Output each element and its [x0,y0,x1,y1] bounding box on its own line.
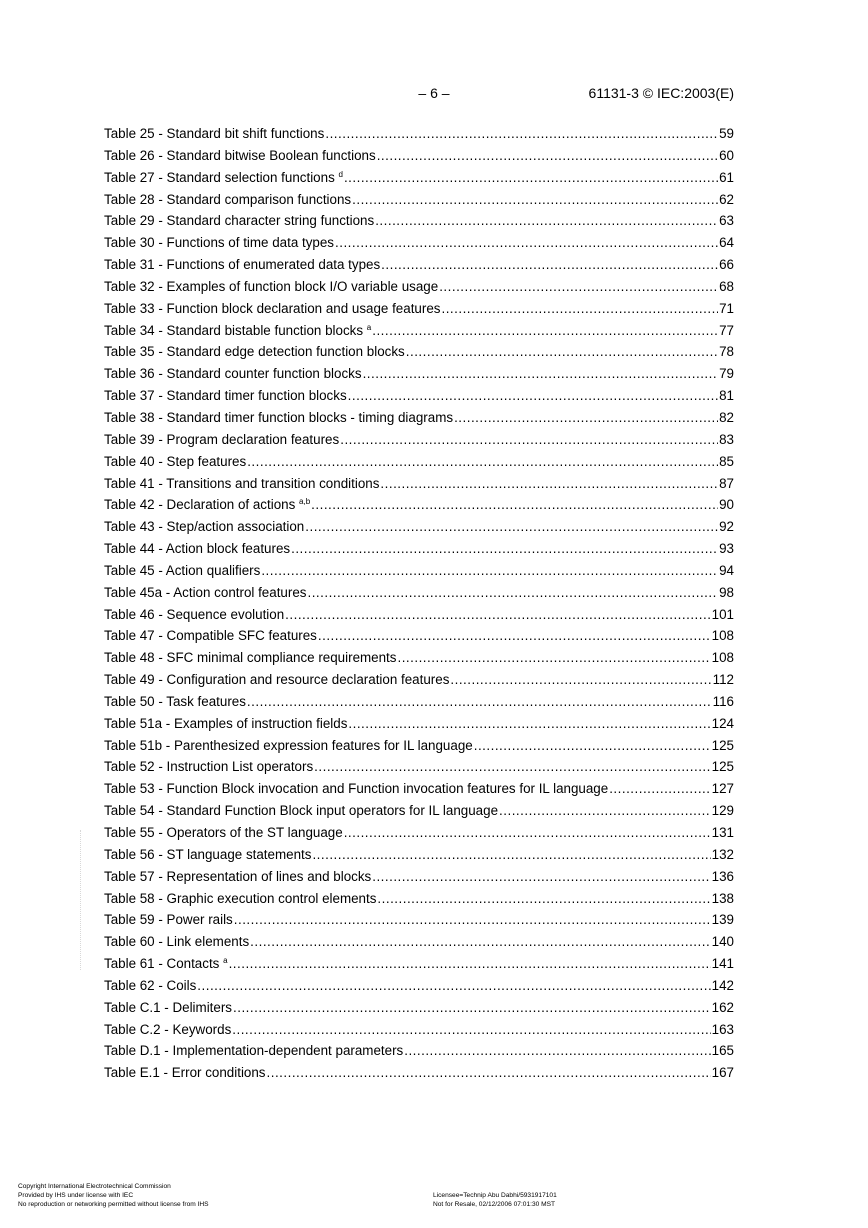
toc-entry-title [104,167,343,189]
toc-entry-title-text: Table 50 - Task features [104,693,246,709]
toc-entry-page: 63 [719,213,734,229]
toc-entry-page: 83 [719,431,734,447]
toc-dot-leader [454,407,718,429]
toc-entry-title [104,909,233,931]
toc-dot-leader [499,800,711,822]
toc-entry[interactable] [104,232,734,254]
toc-entry[interactable] [104,800,734,822]
toc-entry-title-text: Table 31 - Functions of enumerated data types [104,257,381,273]
toc-entry-title-text: Table 43 - Step/action association [104,519,305,535]
toc-entry-page: 82 [719,409,734,425]
footer-copyright-line: No reproduction or networking permitted without license from IHS [18,1201,209,1208]
toc-dot-leader [375,210,718,232]
toc-entry-page: 129 [711,803,734,819]
toc-entry-title [104,800,498,822]
toc-entry-title-text: Table 42 - Declaration of actions [104,497,296,513]
toc-entry[interactable] [104,298,734,320]
toc-entry[interactable] [104,167,734,189]
toc-entry-page: 139 [711,912,734,928]
toc-dot-leader [348,713,710,735]
toc-entry[interactable] [104,516,734,538]
document-id: 61131-3 © IEC:2003(E) [588,85,734,101]
toc-entry-title-text: Table 29 - Standard character string functions [104,213,375,229]
toc-entry-title [104,1040,403,1062]
toc-entry-title [104,669,449,691]
toc-dot-leader [372,866,710,888]
toc-entry[interactable] [104,210,734,232]
toc-dot-leader [314,756,711,778]
toc-entry-page: 127 [711,781,734,797]
toc-dot-leader [348,385,718,407]
toc-dot-leader [450,669,711,691]
toc-entry-title-text: Table 34 - Standard bistable function blocks [104,322,364,338]
toc-entry-page: 132 [711,846,734,862]
toc-entry-page: 66 [719,257,734,273]
toc-entry-page: 116 [712,693,734,709]
toc-entry-title-text: Table 33 - Function block declaration and usage features [104,300,441,316]
toc-entry-title-text: Table 61 - Contacts [104,956,220,972]
footer-copyright-line: Provided by IHS under license with IEC [18,1192,134,1199]
toc-entry-title-text: Table 55 - Operators of the ST language [104,825,343,840]
toc-entry-title [104,494,310,516]
toc-entry-page: 140 [711,934,734,950]
toc-entry[interactable] [104,538,734,560]
toc-dot-leader [311,494,718,516]
toc-entry-page: 71 [719,300,734,316]
toc-entry-title [104,254,380,276]
toc-entry-title [104,953,228,975]
toc-entry-title-text: Table C.1 - Delimiters [104,999,232,1015]
toc-entry-footnote-mark: a [223,956,228,966]
toc-entry-title [104,975,196,997]
table-of-contents [104,123,734,1084]
toc-entry-title-text: Table 54 - Standard Function Block input operators for IL language [104,803,499,819]
toc-entry-title [104,320,371,342]
toc-entry-page: 131 [711,825,734,840]
toc-entry-title [104,407,453,429]
toc-entry-page: 98 [719,584,734,600]
toc-entry-title [104,1019,231,1041]
toc-entry-title-text: Table 52 - Instruction List operators [104,759,314,775]
toc-entry-title-text: Table 57 - Representation of lines and blocks [104,868,372,884]
toc-entry-page: 87 [719,475,734,491]
toc-dot-leader [404,1040,710,1062]
toc-entry-title-text: Table 45a - Action control features [104,584,307,600]
toc-entry-title-text: Table 37 - Standard timer function blocks [104,388,347,404]
toc-entry-title-text: Table 60 - Link elements [104,934,250,950]
toc-entry-footnote-mark: a [366,322,372,332]
toc-entry-page: 125 [711,737,734,753]
toc-entry[interactable] [104,341,734,363]
toc-entry-page: 90 [719,497,734,513]
toc-entry-title [104,189,351,211]
toc-entry-page: 124 [711,715,734,731]
toc-entry[interactable] [104,473,734,495]
toc-entry-page: 162 [711,999,734,1015]
toc-entry[interactable] [104,888,734,910]
toc-entry[interactable] [104,429,734,451]
footer-license [433,1191,557,1209]
toc-entry[interactable] [104,909,734,931]
toc-entry[interactable] [104,582,734,604]
toc-entry-title [104,822,343,844]
toc-entry-page: 163 [711,1021,734,1037]
toc-entry-title [104,866,371,888]
toc-entry-title [104,516,304,538]
toc-dot-leader [307,582,718,604]
toc-entry-page: 108 [711,650,734,666]
toc-entry-title [104,560,260,582]
toc-entry-title-text: Table 47 - Compatible SFC features [104,628,317,644]
toc-entry-title-text: Table D.1 - Implementation-dependent parameters [104,1043,404,1059]
toc-entry-title [104,276,438,298]
toc-dot-leader [377,145,718,167]
toc-entry-title-text: Table 25 - Standard bit shift functions [104,126,325,141]
toc-entry-title [104,1062,266,1084]
toc-entry[interactable] [104,451,734,473]
toc-entry-title-text: Table 44 - Action block features [104,541,291,557]
toc-entry-page: 141 [711,956,734,972]
toc-dot-leader [377,888,710,910]
toc-entry-title-text: Table 27 - Standard selection functions [104,169,335,185]
toc-entry-page: 167 [711,1065,734,1081]
toc-entry-title [104,210,374,232]
toc-entry-title [104,931,249,953]
toc-entry-title-text: Table 30 - Functions of time data types [104,235,334,251]
toc-entry-title-text: Table 59 - Power rails [104,912,233,928]
toc-entry-page: 79 [719,366,734,382]
toc-dot-leader [352,189,718,211]
toc-entry[interactable] [104,1062,734,1084]
toc-entry[interactable] [104,625,734,647]
toc-entry[interactable] [104,866,734,888]
toc-entry-title [104,145,376,167]
toc-dot-leader [344,167,718,189]
toc-entry[interactable] [104,975,734,997]
toc-entry-page: 138 [711,890,734,906]
toc-entry-page: 101 [711,606,734,622]
toc-dot-leader [232,1019,710,1041]
toc-dot-leader [340,429,718,451]
toc-entry[interactable] [104,363,734,385]
toc-entry-title [104,363,362,385]
toc-entry-title-text: Table 51a - Examples of instruction fields [104,715,348,731]
toc-entry[interactable] [104,822,734,844]
toc-entry-title [104,844,311,866]
toc-entry-title-text: Table 49 - Configuration and resource declaration features [104,672,450,688]
toc-entry[interactable] [104,123,734,145]
toc-entry[interactable] [104,560,734,582]
toc-entry-title [104,538,290,560]
toc-entry[interactable] [104,953,734,975]
toc-entry-title-text: Table E.1 - Error conditions [104,1065,266,1081]
toc-dot-leader [609,778,710,800]
toc-entry-title-text: Table 46 - Sequence evolution [104,606,285,622]
toc-dot-leader [318,625,711,647]
toc-entry-page: 125 [711,759,734,775]
toc-entry-page: 85 [719,453,734,469]
toc-dot-leader [344,822,711,844]
toc-entry-title-text: Table 38 - Standard timer function blocks - timing diagrams [104,409,454,425]
toc-entry[interactable] [104,254,734,276]
toc-entry-page: 81 [719,388,734,404]
toc-entry-title [104,582,306,604]
toc-dot-leader [267,1062,711,1084]
toc-entry[interactable] [104,320,734,342]
toc-entry-title [104,604,284,626]
toc-entry-title-text: Table 53 - Function Block invocation and Function invocation features for IL language [104,781,609,797]
toc-entry-title-text: Table 26 - Standard bitwise Boolean functions [104,147,376,163]
toc-entry-title [104,713,347,735]
footer-license-line: Not for Resale, 02/12/2006 07:01:30 MST [433,1201,556,1208]
toc-entry-page: 68 [719,278,734,294]
toc-entry[interactable] [104,647,734,669]
toc-dot-leader [247,691,712,713]
toc-entry[interactable] [104,189,734,211]
footer-license-line: Licensee=Technip Abu Dabhi/5931917101 [433,1192,557,1199]
toc-entry-page: 60 [719,147,734,163]
toc-entry-title [104,429,339,451]
toc-entry-page: 112 [712,672,734,688]
toc-entry-title-text: Table 35 - Standard edge detection function blocks [104,344,405,360]
toc-dot-leader [233,997,711,1019]
toc-entry-page: 94 [719,562,734,578]
toc-entry-title [104,691,246,713]
toc-entry-page: 64 [719,235,734,251]
toc-dot-leader [474,735,711,757]
toc-entry-footnote-mark: d [338,169,343,179]
toc-entry-title [104,385,347,407]
toc-entry-page: 136 [711,868,734,884]
toc-entry[interactable] [104,385,734,407]
toc-entry-title [104,888,376,910]
page-number: – 6 – [418,85,450,101]
toc-entry-title-text: Table 62 - Coils [104,977,197,993]
toc-entry[interactable] [104,844,734,866]
toc-entry[interactable] [104,713,734,735]
toc-dot-leader [441,298,718,320]
toc-dot-leader [325,123,718,145]
toc-entry-page: 77 [719,322,734,338]
footer-copyright-line: Copyright International Electrotechnical Commission [18,1183,171,1190]
toc-entry-page: 142 [711,977,734,993]
toc-dot-leader [335,232,718,254]
toc-entry[interactable] [104,407,734,429]
toc-entry-title-text: Table 56 - ST language statements [104,846,312,862]
toc-entry-title-text: Table C.2 - Keywords [104,1021,232,1037]
toc-entry-page: 92 [719,519,734,535]
toc-entry-page: 59 [719,126,734,141]
toc-entry-title-text: Table 51b - Parenthesized expression features for IL language [104,737,473,753]
toc-entry[interactable] [104,735,734,757]
toc-entry-footnote-mark: a,b [299,497,311,507]
toc-dot-leader [261,560,718,582]
toc-entry-title-text: Table 45 - Action qualifiers [104,562,261,578]
toc-entry-title-text: Table 39 - Program declaration features [104,431,340,447]
toc-dot-leader [397,647,710,669]
toc-entry-title [104,625,317,647]
toc-entry[interactable] [104,778,734,800]
toc-dot-leader [381,254,718,276]
toc-entry[interactable] [104,604,734,626]
toc-entry-title-text: Table 36 - Standard counter function blocks [104,366,362,382]
toc-entry-page: 78 [719,344,734,360]
toc-entry[interactable] [104,669,734,691]
toc-entry-title [104,756,313,778]
toc-entry-title [104,451,246,473]
toc-entry-title [104,473,379,495]
toc-entry[interactable] [104,1040,734,1062]
toc-entry[interactable] [104,756,734,778]
toc-dot-leader [312,844,710,866]
toc-entry-title [104,735,473,757]
toc-entry-page: 93 [719,541,734,557]
toc-entry-title [104,778,608,800]
toc-entry-title-text: Table 40 - Step features [104,453,247,469]
toc-entry-title [104,298,440,320]
toc-dot-leader [247,451,718,473]
toc-entry-title [104,997,232,1019]
toc-entry-title [104,232,334,254]
toc-entry-page: 108 [711,628,734,644]
toc-dot-leader [250,931,711,953]
toc-entry[interactable] [104,494,734,516]
toc-dot-leader [291,538,718,560]
toc-entry-page: 61 [719,169,734,185]
toc-entry-title [104,123,324,145]
toc-dot-leader [305,516,718,538]
toc-dot-leader [406,341,718,363]
toc-entry-page: 165 [711,1043,734,1059]
toc-entry[interactable] [104,691,734,713]
toc-entry-title [104,341,405,363]
toc-entry[interactable] [104,931,734,953]
toc-dot-leader [363,363,719,385]
toc-entry-page: 62 [719,191,734,207]
toc-entry[interactable] [104,145,734,167]
toc-dot-leader [234,909,711,931]
toc-dot-leader [372,320,718,342]
toc-dot-leader [439,276,718,298]
toc-entry-title-text: Table 28 - Standard comparison functions [104,191,352,207]
toc-dot-leader [197,975,710,997]
toc-entry[interactable] [104,997,734,1019]
toc-dot-leader [380,473,718,495]
toc-entry-title-text: Table 41 - Transitions and transition conditions [104,475,380,491]
footer-copyright [18,1182,209,1209]
toc-dot-leader [285,604,710,626]
toc-entry-title-text: Table 32 - Examples of function block I/O variable usage [104,278,439,294]
toc-entry[interactable] [104,276,734,298]
toc-entry-title-text: Table 48 - SFC minimal compliance requirements [104,650,397,666]
toc-dot-leader [229,953,711,975]
toc-entry[interactable] [104,1019,734,1041]
toc-entry-title-text: Table 58 - Graphic execution control elements [104,890,377,906]
side-margin-mark [80,830,91,970]
toc-entry-title [104,647,396,669]
